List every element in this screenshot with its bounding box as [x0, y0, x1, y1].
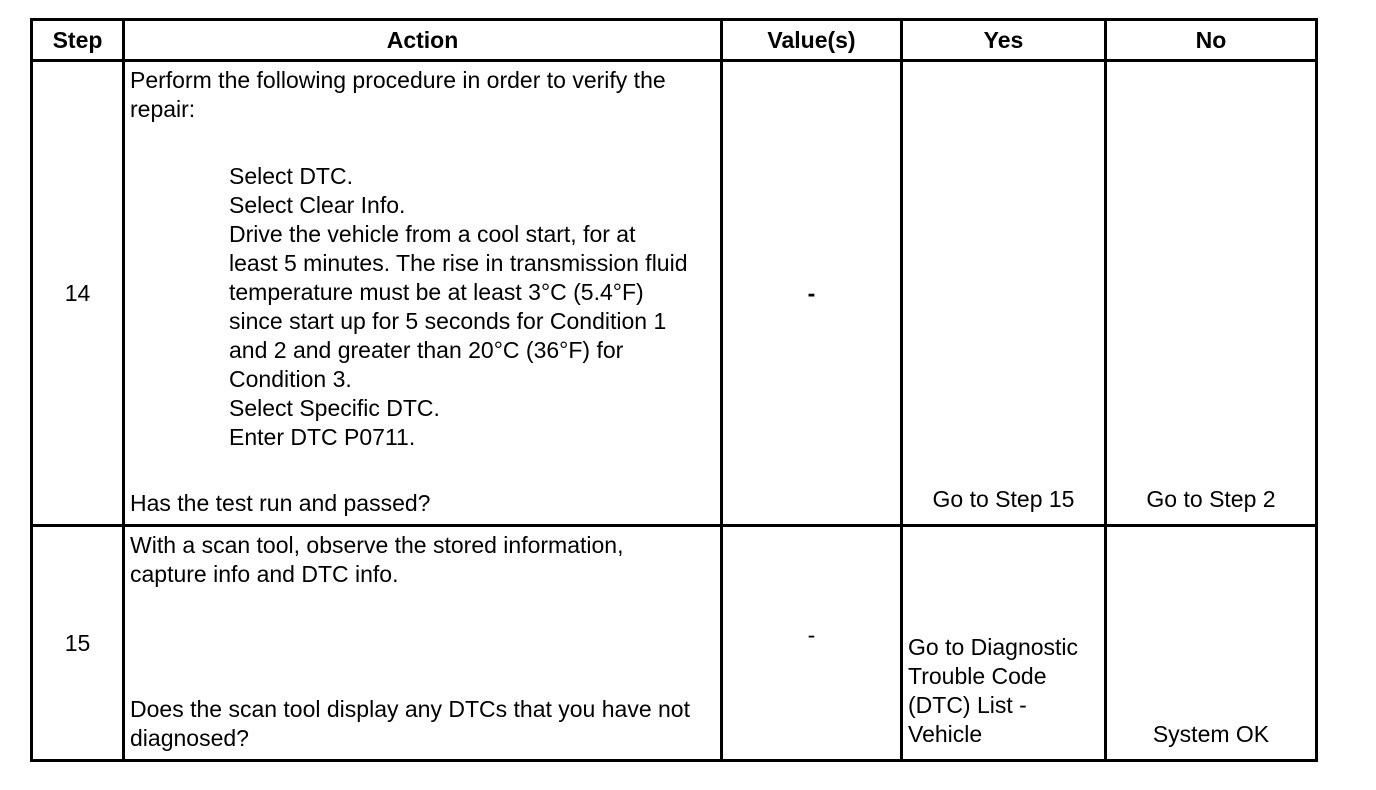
substep: Drive the vehicle from a cool start, for at least 5 minutes. The rise in transmission fluid temperature must be at least 3°C (5.4°F) since start up for 5 seconds for Condition 1 and 2 and greater than 20°C (36°F) for Condition 3. [229, 221, 688, 392]
value-text: - [807, 621, 816, 648]
substep: Select Clear Info. [229, 192, 406, 218]
yes-outcome: Go to Diagnostic Trouble Code (DTC) List - Vehicle [908, 634, 1079, 747]
header-no: No [1106, 20, 1317, 61]
table-row-step-14 [32, 61, 1317, 526]
substep: Select DTC. [229, 163, 353, 189]
yes-cell [902, 526, 1106, 761]
no-outcome: Go to Step 2 [1146, 486, 1276, 512]
action-intro: With a scan tool, observe the stored information, capture info and DTC info. [130, 532, 624, 587]
action-cell [124, 61, 722, 526]
substep: Select Specific DTC. [229, 395, 440, 421]
header-step: Step [32, 20, 124, 61]
substep: Enter DTC P0711. [229, 424, 416, 450]
table-row-step-15 [32, 526, 1317, 761]
yes-outcome: Go to Step 15 [932, 486, 1075, 512]
no-cell [1106, 526, 1317, 761]
header-action: Action [124, 20, 722, 61]
action-question: Does the scan tool display any DTCs that you have not diagnosed? [130, 696, 690, 751]
no-outcome: System OK [1152, 721, 1270, 747]
substep-list [229, 162, 716, 452]
value-text: - [807, 279, 816, 306]
header-values: Value(s) [722, 20, 902, 61]
diagnostic-table [30, 18, 1318, 762]
action-question: Has the test run and passed? [130, 490, 431, 516]
header-row [32, 20, 1317, 61]
action-intro: Perform the following procedure in order to verify the repair: [130, 67, 666, 122]
step-number: 14 [32, 61, 124, 526]
step-number: 15 [32, 526, 124, 761]
yes-cell [902, 61, 1106, 526]
value-cell [722, 61, 902, 526]
header-yes: Yes [902, 20, 1106, 61]
no-cell [1106, 61, 1317, 526]
value-cell [722, 526, 902, 761]
action-cell [124, 526, 722, 761]
